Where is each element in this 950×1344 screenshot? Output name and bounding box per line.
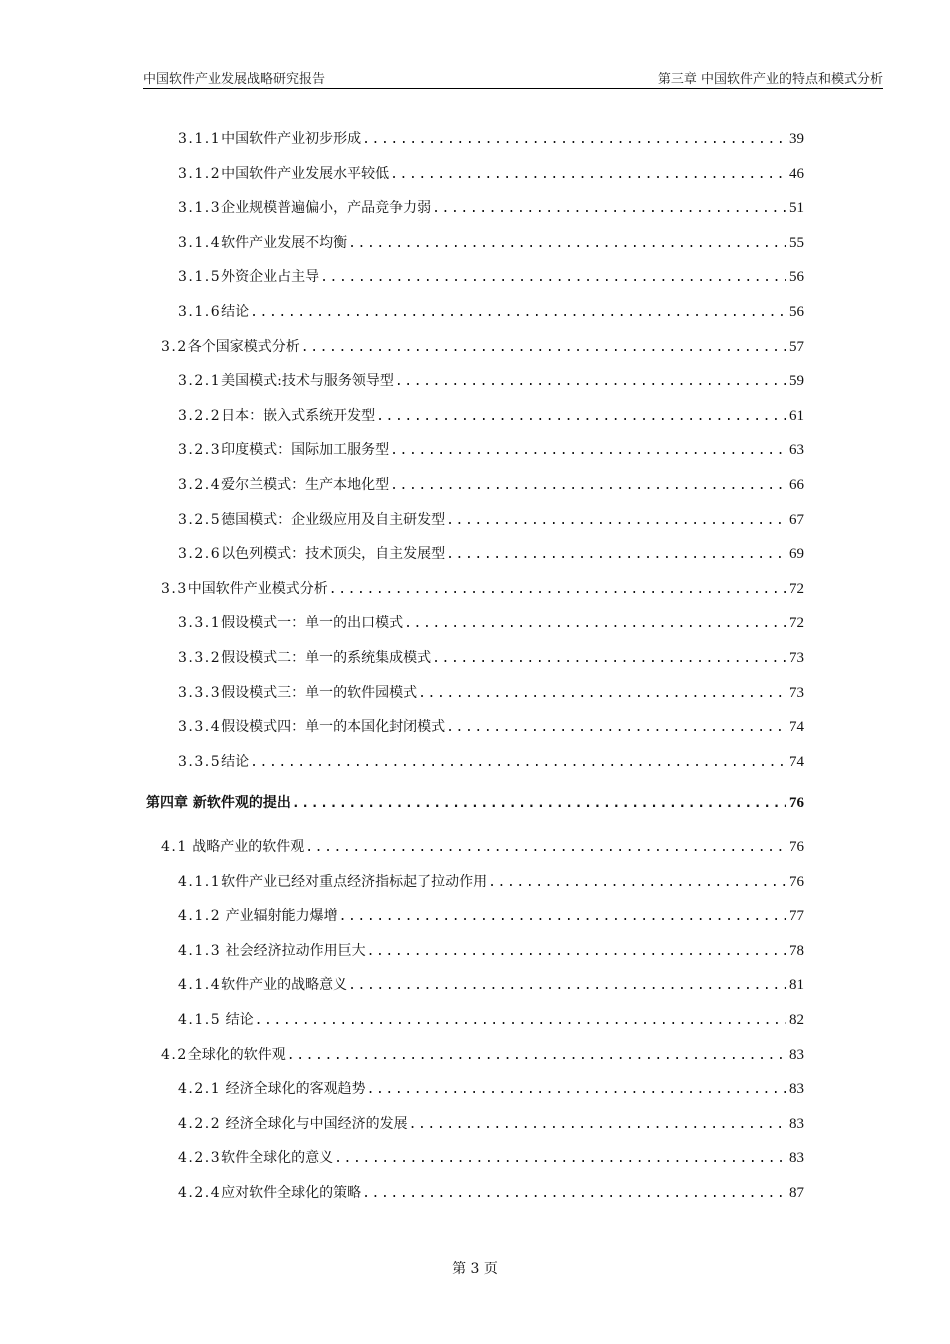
- toc-entry-number: 3.3.3: [178, 685, 222, 701]
- toc-entry-page: 83: [789, 1150, 804, 1166]
- toc-dot-leader: [432, 649, 786, 669]
- toc-entry-text: 经济全球化与中国经济的发展: [221, 1116, 408, 1132]
- toc-entry-number: 4.2.1: [178, 1081, 222, 1097]
- toc-entry[interactable]: [178, 941, 804, 961]
- toc-dot-leader: [446, 511, 786, 531]
- toc-entry-title: [178, 872, 487, 892]
- toc-dot-leader: [339, 907, 786, 927]
- toc-entry-text: 软件全球化的意义: [221, 1150, 334, 1166]
- toc-entry-number: 3.2.2: [178, 408, 222, 424]
- toc-dot-leader: [250, 303, 786, 323]
- toc-dot-leader: [446, 718, 786, 738]
- toc-entry[interactable]: [178, 872, 804, 892]
- toc-dot-leader: [376, 407, 786, 427]
- toc-entry-text: 结论: [221, 754, 250, 770]
- toc-entry-number: 3.1.1: [178, 131, 222, 147]
- toc-entry-number: 3.1.6: [178, 304, 222, 320]
- toc-entry-title: [178, 683, 417, 703]
- toc-entry-page: 73: [789, 685, 804, 701]
- toc-entry-page: 56: [789, 269, 804, 285]
- toc-entry[interactable]: [161, 337, 804, 357]
- toc-entry-page: 46: [789, 166, 804, 182]
- toc-entry-title: [178, 1079, 366, 1099]
- toc-entry-text: 中国软件产业模式分析: [187, 581, 328, 597]
- running-header: [143, 66, 883, 89]
- toc-entry-title: [178, 129, 361, 149]
- toc-entry-page: 66: [789, 477, 804, 493]
- toc-entry-title: [178, 233, 347, 253]
- toc-entry-title: [178, 1114, 408, 1134]
- toc-entry-text: 软件产业已经对重点经济指标起了拉动作用: [221, 874, 488, 890]
- toc-dot-leader: [320, 268, 786, 288]
- toc-chapter-entry[interactable]: [146, 793, 804, 813]
- toc-dot-leader: [292, 794, 786, 814]
- toc-entry-text: 全球化的软件观: [187, 1047, 286, 1063]
- toc-dot-leader: [250, 753, 786, 773]
- toc-entry-text: 假设模式一：单一的出口模式: [221, 615, 404, 631]
- header-chapter-title: 第三章 中国软件产业的特点和模式分析: [657, 72, 883, 87]
- toc-entry-number: 3.3.4: [178, 719, 222, 735]
- toc-entry-text: 经济全球化的客观趋势: [221, 1081, 366, 1097]
- toc-entry-page: 74: [789, 719, 804, 735]
- toc-entry[interactable]: [178, 475, 804, 495]
- toc-entry-title: [161, 837, 304, 857]
- toc-entry-page: 51: [789, 200, 804, 216]
- toc-entry-number: 3.1.5: [178, 269, 222, 285]
- toc-entry-title: [178, 164, 389, 184]
- toc-entry-page: 69: [789, 546, 804, 562]
- toc-entry[interactable]: [178, 648, 804, 668]
- toc-entry[interactable]: [178, 683, 804, 703]
- toc-entry-number: 4.1.2: [178, 908, 222, 924]
- toc-entry-text: 中国软件产业初步形成: [221, 131, 362, 147]
- toc-entry-number: 3.1.3: [178, 200, 222, 216]
- toc-dot-leader: [390, 441, 786, 461]
- toc-entry-page: 57: [789, 339, 804, 355]
- toc-entry-page: 83: [789, 1081, 804, 1097]
- toc-entry[interactable]: [178, 267, 804, 287]
- toc-entry-text: 假设模式三：单一的软件园模式: [221, 685, 418, 701]
- toc-entry-title: [178, 510, 445, 530]
- toc-entry-title: [146, 793, 291, 813]
- toc-entry-page: 72: [789, 581, 804, 597]
- toc-entry[interactable]: [161, 1045, 804, 1065]
- toc-entry-text: 企业规模普遍偏小，产品竞争力弱: [221, 200, 432, 216]
- toc-entry-page: 59: [789, 373, 804, 389]
- toc-dot-leader: [362, 1184, 786, 1204]
- toc-entry-title: [178, 1148, 333, 1168]
- toc-entry-number: 3.2.3: [178, 442, 222, 458]
- toc-entry-number: 3.3.5: [178, 754, 222, 770]
- toc-entry[interactable]: [178, 1183, 804, 1203]
- toc-entry-number: 3.3.2: [178, 650, 222, 666]
- toc-entry-text: 软件产业的战略意义: [221, 977, 348, 993]
- toc-dot-leader: [367, 1080, 786, 1100]
- toc-entry-title: [178, 544, 445, 564]
- toc-dot-leader: [390, 165, 786, 185]
- toc-entry-number: 3.1.4: [178, 235, 222, 251]
- toc-entry-text: 社会经济拉动作用巨大: [221, 943, 366, 959]
- toc-entry-page: 72: [789, 615, 804, 631]
- toc-entry-number: 4.1.1: [178, 874, 222, 890]
- toc-entry-title: [178, 648, 431, 668]
- toc-entry-text: 结论: [221, 304, 250, 320]
- toc-entry-text: 结论: [221, 1012, 254, 1028]
- toc-entry-title: [178, 406, 375, 426]
- toc-entry-page: 76: [789, 839, 804, 855]
- toc-dot-leader: [395, 372, 786, 392]
- toc-entry-page: 61: [789, 408, 804, 424]
- toc-entry-text: 战略产业的软件观: [187, 839, 305, 855]
- toc-entry-number: 3.2.5: [178, 512, 222, 528]
- toc-dot-leader: [255, 1011, 786, 1031]
- toc-entry-text: 产业辐射能力爆增: [221, 908, 338, 924]
- toc-entry-text: 应对软件全球化的策略: [221, 1185, 362, 1201]
- toc-dot-leader: [409, 1115, 786, 1135]
- toc-entry[interactable]: [178, 717, 804, 737]
- toc-entry-number: 4.2.3: [178, 1150, 222, 1166]
- toc-entry-number: 4.2.4: [178, 1185, 222, 1201]
- toc-entry-title: [161, 579, 328, 599]
- toc-entry-page: 67: [789, 512, 804, 528]
- toc-entry-title: [161, 1045, 286, 1065]
- toc-dot-leader: [446, 545, 786, 565]
- toc-entry-number: 4.2: [161, 1047, 188, 1063]
- toc-entry-title: [178, 302, 249, 322]
- toc-entry[interactable]: [178, 406, 804, 426]
- toc-entry-page: 81: [789, 977, 804, 993]
- toc-entry-page: 39: [789, 131, 804, 147]
- toc-dot-leader: [287, 1046, 786, 1066]
- toc-entry-number: 3.2.1: [178, 373, 222, 389]
- toc-entry-text: 各个国家模式分析: [187, 339, 300, 355]
- toc-entry-page: 73: [789, 650, 804, 666]
- toc-entry-title: [178, 752, 249, 772]
- page-number: 第 3 页: [452, 1261, 498, 1277]
- toc-entry[interactable]: [178, 752, 804, 772]
- toc-entry-page: 76: [789, 795, 804, 811]
- toc-dot-leader: [488, 873, 786, 893]
- toc-entry-text: 中国软件产业发展水平较低: [221, 166, 390, 182]
- toc-entry-number: 3.3: [161, 581, 188, 597]
- toc-entry-text: 第四章 新软件观的提出: [146, 795, 291, 811]
- toc-entry-title: [178, 613, 403, 633]
- toc-entry-number: 3.2.6: [178, 546, 222, 562]
- toc-entry[interactable]: [178, 1010, 804, 1030]
- toc-dot-leader: [418, 684, 786, 704]
- toc-entry[interactable]: [161, 837, 804, 857]
- toc-entry[interactable]: [178, 302, 804, 322]
- header-report-title: 中国软件产业发展战略研究报告: [143, 72, 326, 87]
- toc-entry-text: 以色列模式：技术顶尖，自主发展型: [221, 546, 446, 562]
- toc-entry-number: 3.1.2: [178, 166, 222, 182]
- toc-entry-page: 78: [789, 943, 804, 959]
- toc-entry-text: 印度模式：国际加工服务型: [221, 442, 390, 458]
- toc-entry[interactable]: [178, 510, 804, 530]
- toc-dot-leader: [329, 580, 786, 600]
- toc-entry-title: [178, 906, 338, 926]
- toc-entry-page: 74: [789, 754, 804, 770]
- toc-entry-text: 美国模式:技术与服务领导型: [221, 373, 394, 389]
- toc-entry[interactable]: [178, 613, 804, 633]
- toc-entry-title: [178, 975, 347, 995]
- toc-entry[interactable]: [178, 129, 804, 149]
- toc-entry-title: [178, 1010, 254, 1030]
- toc-entry-number: 4.1.3: [178, 943, 222, 959]
- toc-entry-title: [178, 717, 445, 737]
- toc-entry-text: 德国模式：企业级应用及自主研发型: [221, 512, 446, 528]
- toc-entry-text: 假设模式二：单一的系统集成模式: [221, 650, 432, 666]
- toc-entry[interactable]: [178, 1114, 804, 1134]
- toc-entry-text: 日本：嵌入式系统开发型: [221, 408, 376, 424]
- toc-entry[interactable]: [178, 198, 804, 218]
- toc-entry-title: [161, 337, 300, 357]
- toc-entry-text: 外资企业占主导: [221, 269, 320, 285]
- toc-entry-number: 3.3.1: [178, 615, 222, 631]
- toc-entry-number: 3.2.4: [178, 477, 222, 493]
- toc-dot-leader: [305, 838, 786, 858]
- toc-dot-leader: [362, 130, 786, 150]
- toc-entry-page: 76: [789, 874, 804, 890]
- toc-entry-page: 83: [789, 1047, 804, 1063]
- toc-entry[interactable]: [178, 1079, 804, 1099]
- toc-entry-title: [178, 267, 319, 287]
- toc-entry-number: 4.2.2: [178, 1116, 222, 1132]
- toc-entry[interactable]: [178, 975, 804, 995]
- toc-entry-page: 55: [789, 235, 804, 251]
- toc-dot-leader: [390, 476, 786, 496]
- toc-entry-page: 82: [789, 1012, 804, 1028]
- toc-entry-number: 4.1.4: [178, 977, 222, 993]
- toc-dot-leader: [334, 1149, 786, 1169]
- toc-entry-text: 假设模式四：单一的本国化封闭模式: [221, 719, 446, 735]
- toc-entry[interactable]: [178, 371, 804, 391]
- toc-entry-title: [178, 1183, 361, 1203]
- toc-entry-page: 77: [789, 908, 804, 924]
- toc-dot-leader: [432, 199, 786, 219]
- toc-entry-number: 3.2: [161, 339, 188, 355]
- toc-entry-page: 83: [789, 1116, 804, 1132]
- toc-entry-title: [178, 198, 431, 218]
- toc-entry[interactable]: [178, 906, 804, 926]
- toc-entry[interactable]: [178, 544, 804, 564]
- toc-dot-leader: [301, 338, 786, 358]
- toc-entry-title: [178, 941, 366, 961]
- toc-entry[interactable]: [161, 579, 804, 599]
- toc-entry-text: 爱尔兰模式：生产本地化型: [221, 477, 390, 493]
- toc-dot-leader: [404, 614, 786, 634]
- toc-dot-leader: [348, 976, 786, 996]
- toc-entry-title: [178, 475, 389, 495]
- toc-entry[interactable]: [178, 440, 804, 460]
- toc-entry[interactable]: [178, 164, 804, 184]
- toc-entry-title: [178, 440, 389, 460]
- toc-entry-page: 87: [789, 1185, 804, 1201]
- toc-entry[interactable]: [178, 1148, 804, 1168]
- toc-entry-number: 4.1.5: [178, 1012, 222, 1028]
- toc-entry-number: 4.1: [161, 839, 188, 855]
- toc-entry-text: 软件产业发展不均衡: [221, 235, 348, 251]
- toc-dot-leader: [348, 234, 786, 254]
- toc-dot-leader: [367, 942, 786, 962]
- toc-entry[interactable]: [178, 233, 804, 253]
- toc-entry-page: 63: [789, 442, 804, 458]
- toc-entry-title: [178, 371, 394, 391]
- toc-entry-page: 56: [789, 304, 804, 320]
